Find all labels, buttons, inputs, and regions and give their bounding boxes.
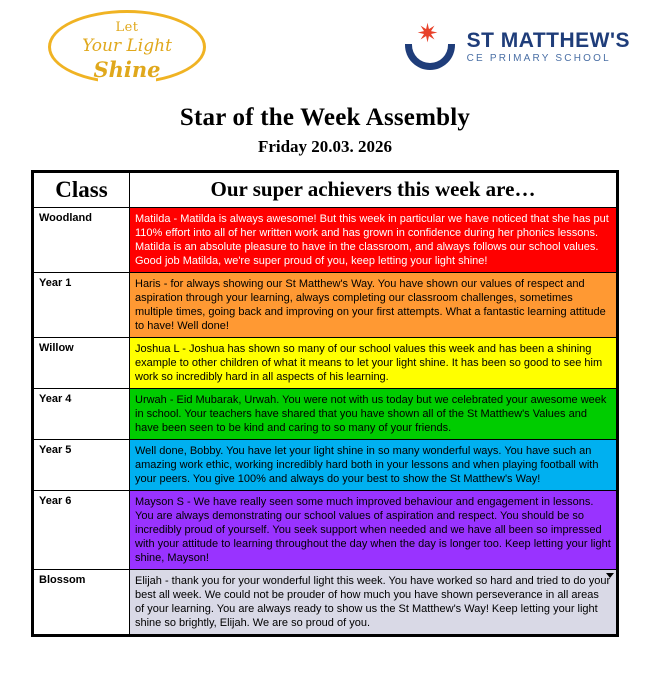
class-name: Blossom bbox=[34, 570, 130, 635]
achiever-text: Matilda - Matilda is always awesome! But this week in particular we have noticed that she has put 110% effort into all of her written work and has grown in confidence during her phonics lessons. Matilda is an absolute pleasure to have in the classroom, and always follows our school values. Good job Matilda, we're super proud of you, keep letting your light shine! bbox=[130, 208, 617, 273]
logo-line-2: Your Light bbox=[82, 36, 172, 56]
class-name: Year 1 bbox=[34, 273, 130, 338]
class-name: Year 6 bbox=[34, 491, 130, 570]
achiever-text: Joshua L - Joshua has shown so many of our school values this week and has been a shining example to other children of what it means to let your light shine. It has been so good to see him work so incredibly hard in all aspects of his learning. bbox=[130, 338, 617, 389]
header-class: Class bbox=[34, 173, 130, 208]
page-date: Friday 20.03. 2026 bbox=[257, 137, 393, 156]
achievers-table bbox=[33, 172, 617, 635]
hands-glyph bbox=[405, 44, 455, 70]
table-row bbox=[34, 389, 617, 440]
page-title: Star of the Week Assembly bbox=[179, 104, 471, 131]
school-logo-text bbox=[467, 29, 630, 66]
star-glyph: ✷ bbox=[416, 18, 439, 48]
star-hands-icon bbox=[403, 20, 457, 74]
achiever-text: Well done, Bobby. You have let your light shine in so many wonderful ways. You have such an amazing work ethic, working incredibly hard both in your lessons and when playing football with your peers. You give 100% and always do your best to show the St Matthew's Way! bbox=[130, 440, 617, 491]
table-body bbox=[34, 208, 617, 635]
table-row bbox=[34, 208, 617, 273]
class-name: Year 4 bbox=[34, 389, 130, 440]
class-name: Woodland bbox=[34, 208, 130, 273]
school-logo bbox=[403, 18, 630, 76]
achiever-text bbox=[130, 570, 617, 635]
achiever-text: Urwah - Eid Mubarak, Urwah. You were not with us today but we celebrated your awesome week in school. Your teachers have shared that you have shown all of the St Matthew's Values and have been seen to be kind and caring to so many of your friends. bbox=[130, 389, 617, 440]
school-name: ST MATTHEW'S bbox=[466, 28, 630, 52]
document-header bbox=[0, 0, 650, 92]
table-row bbox=[34, 570, 617, 635]
table-row bbox=[34, 440, 617, 491]
achiever-text: Mayson S - We have really seen some much improved behaviour and engagement in lessons. You are always demonstrating our school values of aspiration and respect. You should be so incredibly proud of yourself. You seek support when needed and we have all been so impressed with your attitude to learning throughout the day when the day is longer too. Keep letting your light shine, Mayson! bbox=[130, 491, 617, 570]
table-row bbox=[34, 273, 617, 338]
table-row bbox=[34, 491, 617, 570]
table-row bbox=[34, 338, 617, 389]
class-name: Year 5 bbox=[34, 440, 130, 491]
let-your-light-shine-logo bbox=[48, 10, 208, 86]
table-header-row bbox=[34, 173, 617, 208]
achiever-text-content: Elijah - thank you for your wonderful light this week. You have worked so hard and tried to do your best all week. We could not be prouder of how much you have shown perseverance in all areas of your learning. You are always ready to show us the St Matthew's Way! Keep letting your light shine so brightly, Elijah. We are so proud of you. bbox=[135, 575, 611, 629]
overflow-marker-icon bbox=[606, 573, 614, 578]
logo-line-1: Let bbox=[115, 20, 139, 35]
achievers-table-wrapper bbox=[31, 170, 619, 637]
class-name: Willow bbox=[34, 338, 130, 389]
header-achievers: Our super achievers this week are… bbox=[130, 173, 617, 208]
achiever-text: Haris - for always showing our St Matthew's Way. You have shown our values of respect and aspiration through your learning, always completing our classroom challenges, sometimes multiple times, going back and improving on your first attempts. What a fantastic learning attitude to have! Well done! bbox=[130, 273, 617, 338]
school-subtitle: CE PRIMARY SCHOOL bbox=[466, 52, 611, 64]
logo-line-3: Shine bbox=[93, 57, 161, 82]
